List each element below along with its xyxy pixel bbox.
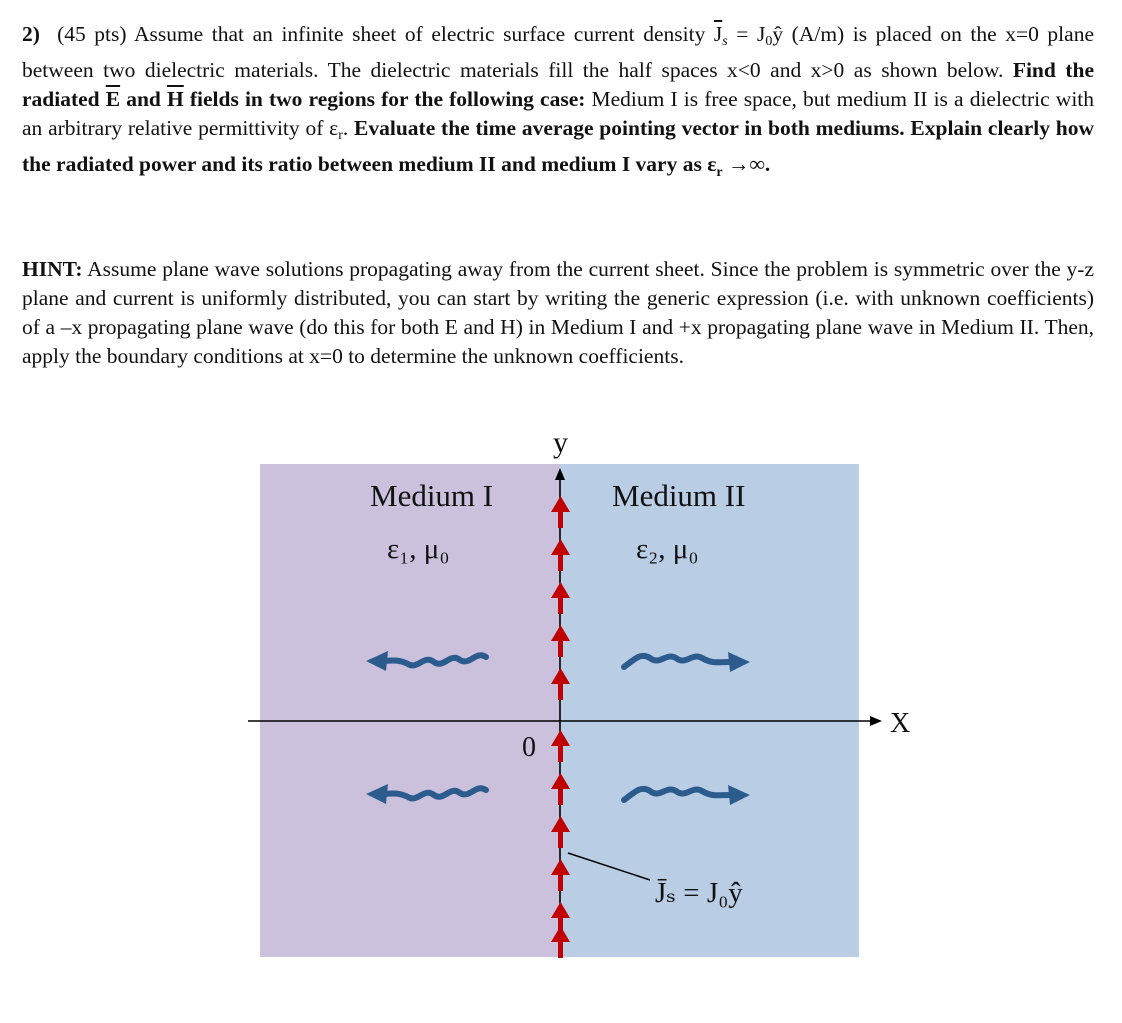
problem-number: 2) xyxy=(22,22,40,46)
eps-subscript: r xyxy=(338,128,343,143)
e-field-symbol: $\overline{E}$ xyxy=(105,87,121,111)
medium-2-params: ε₂, μ₀ xyxy=(636,533,699,565)
bold-and: and xyxy=(120,87,167,111)
j0-subscript: 0 xyxy=(765,34,773,49)
yhat-symbol: ŷ xyxy=(772,22,784,46)
plain-text-c: Medium I is free space, but medium II is a dielectric with an arbitrary relative permittivity of ε xyxy=(22,87,1095,140)
medium-2-name: Medium II xyxy=(612,478,746,513)
plain-text-d: . xyxy=(342,116,355,140)
bold-text-b: fields in two regions for the following case: xyxy=(183,87,586,111)
hint-label: HINT: xyxy=(22,257,83,281)
bold-text-a: Find the radiated xyxy=(22,58,1094,111)
origin-label: 0 xyxy=(522,732,536,763)
y-axis-label: y xyxy=(553,426,568,459)
bold-text-c: Evaluate the time average pointing vector in both mediums. Explain clearly how the radiated power and its ratio between medium II and medium I vary as ε xyxy=(22,116,1094,176)
hint-text: Assume plane wave solutions propagating away from the current sheet. Since the problem is symmetric over the y-z plane and current is uniformly distributed, you can start by writing the generic expression (i.e. with unknown coefficients) of a –x propagating plane wave (do this for both E and H) in Medium I and +x propagating plane wave in Medium II. Then, apply the boundary conditions at x=0 to determine the unknown coefficients. xyxy=(22,257,1094,368)
medium-1-name: Medium I xyxy=(370,478,494,513)
intro-text-b: (A/m) is placed on the x=0 plane between two dielectric materials. The dielectric materials fill the half spaces x<0 and x>0 as shown below. xyxy=(22,22,1094,82)
js-symbol: $\overline{J}$ xyxy=(713,22,723,46)
problem-points: (45 pts) xyxy=(57,22,127,46)
intro-text-a: Assume that an infinite sheet of electric surface current density xyxy=(133,22,714,46)
medium-1-params: ε₁, μ₀ xyxy=(387,533,450,565)
h-field-symbol: $\overline{H}$ xyxy=(167,87,184,111)
bold-text-d: →∞. xyxy=(722,152,771,176)
js-subscript: s xyxy=(722,34,728,49)
js-equals: = J xyxy=(727,22,766,46)
current-density-label: J̄ₛ = J₀ŷ xyxy=(655,877,743,909)
x-axis-label: X xyxy=(890,708,911,739)
eps-subscript-bold: r xyxy=(716,165,723,180)
